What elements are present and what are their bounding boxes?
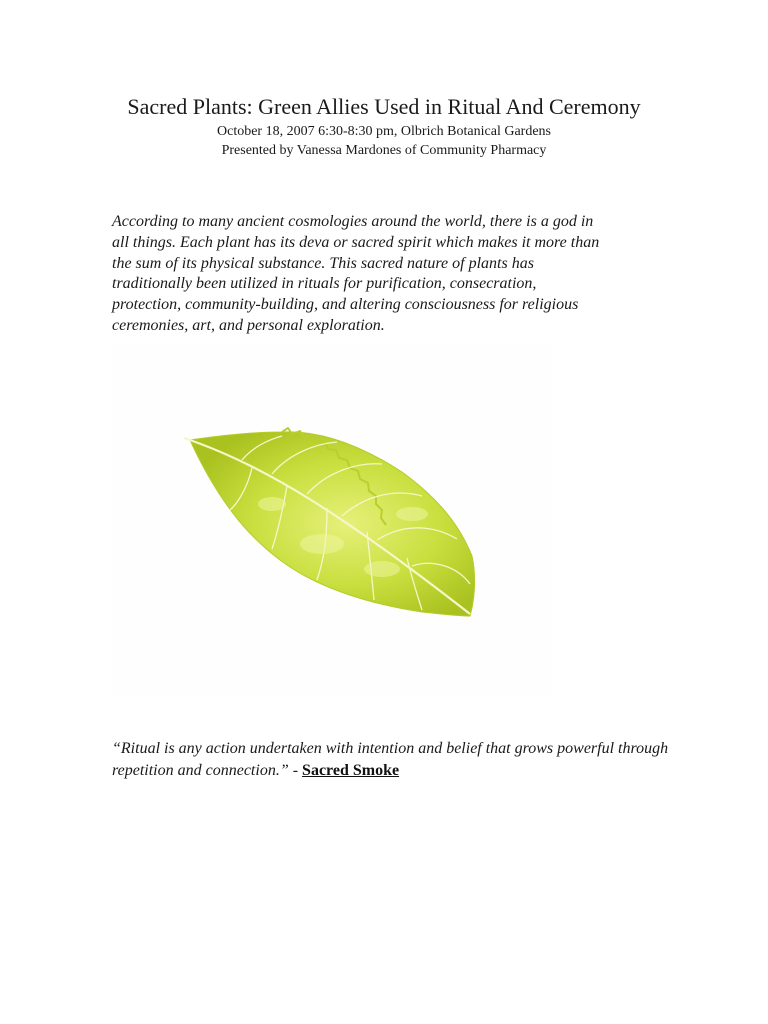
presenter-line: Presented by Vanessa Mardones of Community Pharmacy [221,143,547,158]
intro-paragraph: According to many ancient cosmologies around the world, there is a god in all things. Each plant has its deva or sacred spirit which makes it more than the sum of its physical substance. This sacred nature of plants has traditionally been utilized in rituals for purification, consecration, protection, community-building, and altering consciousness for religious ceremonies, art, and personal exploration. [112,213,600,334]
leaf-illustration [112,344,552,696]
quote-paragraph [112,738,672,782]
quote-source-link[interactable]: Sacred Smoke [302,762,400,779]
page-title: Sacred Plants: Green Allies Used in Ritual And Ceremony [127,94,641,119]
event-details: October 18, 2007 6:30-8:30 pm, Olbrich Botanical Gardens [217,124,551,139]
leaf-blade [190,432,475,616]
leaf-icon [112,344,552,696]
quote-text: “Ritual is any action undertaken with intention and belief that grows powerful through repetition and connection.” - [112,740,669,779]
document-header [0,92,768,160]
